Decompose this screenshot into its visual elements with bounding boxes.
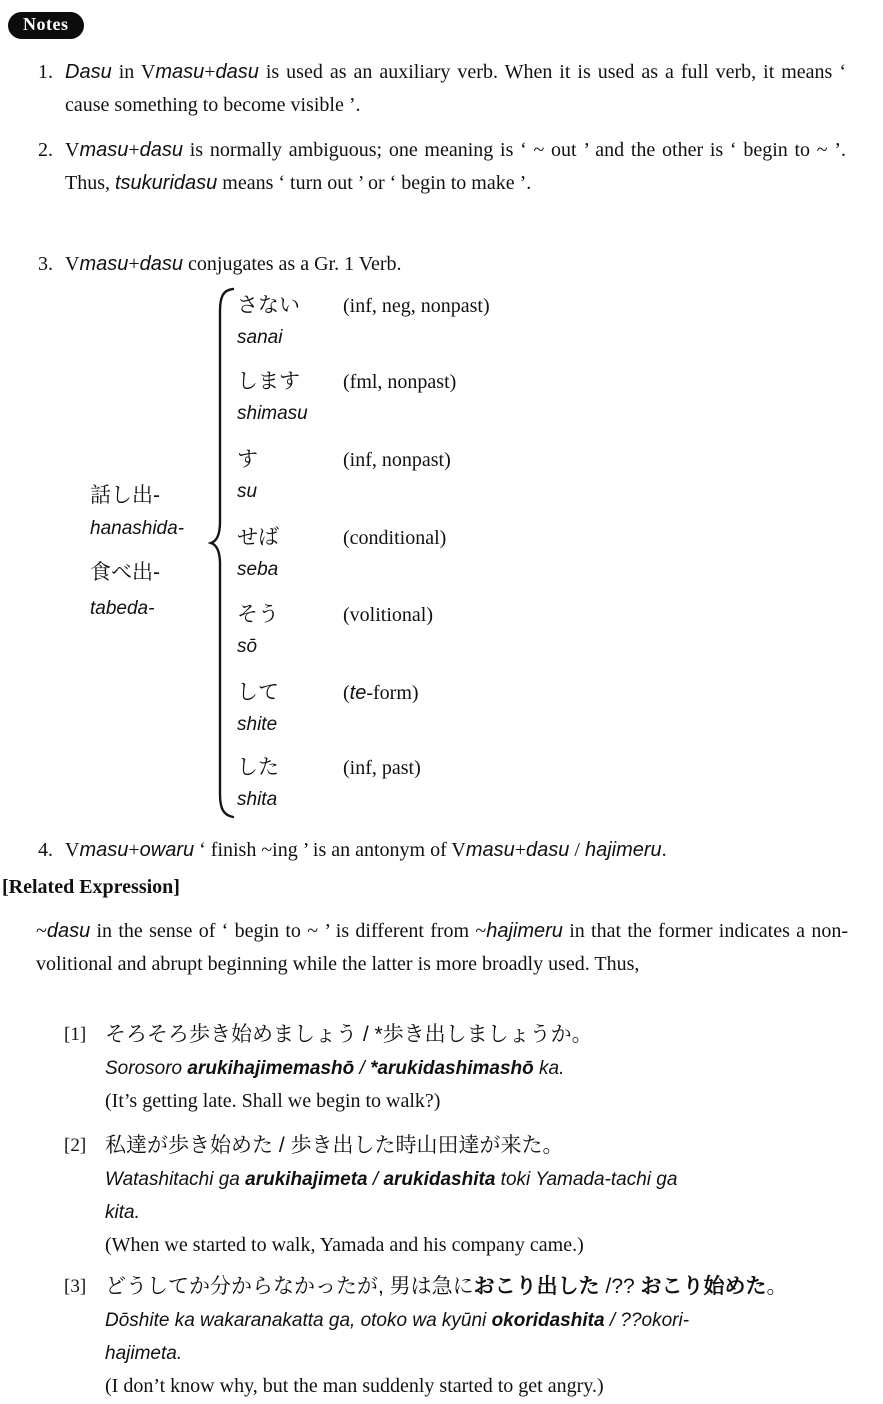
note-item-1 <box>38 56 846 122</box>
example-japanese: そろそろ歩き始めましょう / *歩き出しましょうか。 <box>105 1023 593 1046</box>
related-expression-header: [Related Expression] <box>2 876 180 898</box>
conjugation-row-5 <box>237 599 279 662</box>
stem-romaji-1: hanashida- <box>90 518 185 539</box>
note-number: 2. <box>38 139 53 161</box>
conjugation-row-4 <box>237 522 279 585</box>
form-description-4: (conditional) <box>343 527 447 549</box>
example-romaji: Sorosoro arukihajimemashō / *arukidashimashō ka. <box>105 1058 565 1079</box>
note-number: 1. <box>38 61 53 83</box>
conjugation-row-2 <box>237 366 308 429</box>
note-text: Vmasu+dasu conjugates as a Gr. 1 Verb. <box>65 253 402 275</box>
form-romaji: shita <box>237 789 278 810</box>
example-japanese: どうしてか分からなかったが, 男は急におこり出した /?? おこり始めた。 <box>105 1275 788 1298</box>
conjugation-row-1 <box>237 290 300 353</box>
example-number: [3] <box>64 1276 87 1297</box>
note-item-4 <box>38 834 846 867</box>
conjugated-form: して <box>237 681 279 704</box>
notes-badge-label: Notes <box>23 14 69 34</box>
note-text: Dasu in Vmasu+dasu is used as an auxiliary verb. When it is used as a full verb, it means ‘ cause something to become visible ’. <box>65 61 846 116</box>
brace-icon <box>208 286 236 820</box>
example-japanese: 私達が歩き始めた / 歩き出した時山田達が来た。 <box>105 1134 564 1157</box>
conjugated-form: せば <box>237 526 279 549</box>
example-number: [2] <box>64 1135 87 1156</box>
example-translation: (It’s getting late. Shall we begin to walk?) <box>105 1090 441 1112</box>
example-content <box>105 1129 846 1262</box>
note-number: 3. <box>38 253 53 275</box>
stem-japanese-2: 食べ出- <box>90 561 160 584</box>
related-expression-paragraph: ~dasu in the sense of ‘ begin to ~ ’ is different from ~hajimeru in that the former indicates a non-volitional and abrupt beginning while the latter is more broadly used. Thus, <box>36 920 848 975</box>
conjugated-form: した <box>237 756 279 779</box>
example-3 <box>64 1270 846 1403</box>
note-number: 4. <box>38 839 53 861</box>
form-romaji: sō <box>237 636 258 657</box>
form-romaji: shite <box>237 714 278 735</box>
conjugated-form: そう <box>237 603 279 626</box>
notes-section-badge <box>8 12 84 39</box>
form-romaji: seba <box>237 559 279 580</box>
form-romaji: sanai <box>237 327 283 348</box>
stem-japanese-1: 話し出- <box>90 484 160 507</box>
example-translation: (I don’t know why, but the man suddenly started to get angry.) <box>105 1375 604 1397</box>
example-1 <box>64 1018 846 1118</box>
form-description-5: (volitional) <box>343 604 433 626</box>
form-description-6: (te-form) <box>343 682 419 704</box>
example-number: [1] <box>64 1024 87 1045</box>
form-description-1: (inf, neg, nonpast) <box>343 295 490 317</box>
note-text: Vmasu+dasu is normally ambiguous; one meaning is ‘ ~ out ’ and the other is ‘ begin to ~ ’. Thus, tsukuridasu means ‘ turn out ’ or ‘ begin to make ’. <box>65 139 846 194</box>
conjugated-form: す <box>237 448 258 471</box>
form-romaji: shimasu <box>237 403 308 424</box>
conjugation-row-3 <box>237 444 258 507</box>
example-romaji: Watashitachi ga arukihajimeta / arukidashita toki Yamada-tachi ga kita. <box>105 1169 678 1223</box>
conjugation-row-7 <box>237 752 279 815</box>
note-text: Vmasu+owaru ‘ finish ~ing ’ is an antonym of Vmasu+dasu / hajimeru. <box>65 839 667 861</box>
conjugated-form: します <box>237 370 300 393</box>
conjugation-row-6 <box>237 677 279 740</box>
example-romaji: Dōshite ka wakaranakatta ga, otoko wa kyūni okoridashita / ??okori- hajimeta. <box>105 1310 690 1364</box>
form-description-7: (inf, past) <box>343 757 421 779</box>
conjugated-form: さない <box>237 294 300 317</box>
example-translation: (When we started to walk, Yamada and his company came.) <box>105 1234 584 1256</box>
form-description-2: (fml, nonpast) <box>343 371 457 393</box>
example-2 <box>64 1129 846 1262</box>
stem-romaji-2: tabeda- <box>90 598 155 619</box>
example-content <box>105 1018 846 1118</box>
form-description-3: (inf, nonpast) <box>343 449 451 471</box>
note-item-2 <box>38 134 846 200</box>
example-content <box>105 1270 846 1403</box>
note-item-3 <box>38 248 846 281</box>
form-romaji: su <box>237 481 258 502</box>
